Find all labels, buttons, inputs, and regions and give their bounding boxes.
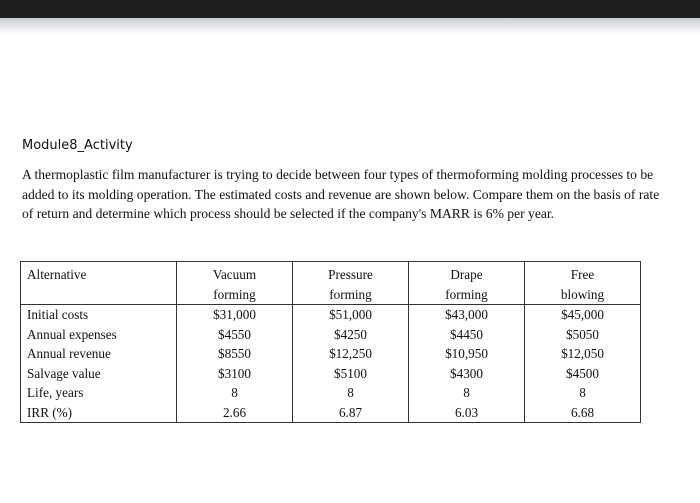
column-header-line: Vacuum xyxy=(212,267,257,282)
table-cell: $10,950 xyxy=(409,344,525,364)
table-cell: $4500 xyxy=(525,364,641,384)
alternative-header: Alternative xyxy=(21,262,177,305)
table-cell: $12,250 xyxy=(293,344,409,364)
table-cell: 2.66 xyxy=(177,403,293,423)
table-cell: $5100 xyxy=(293,364,409,384)
table-cell: 6.87 xyxy=(293,403,409,423)
table-cell: 8 xyxy=(177,383,293,403)
column-header-free-blowing xyxy=(525,262,641,305)
table-cell: 8 xyxy=(525,383,641,403)
table-row-initial-costs xyxy=(21,305,641,325)
alternatives-table xyxy=(20,261,641,423)
table-cell: 6.68 xyxy=(525,403,641,423)
table-cell: $43,000 xyxy=(409,305,525,325)
top-bar xyxy=(0,0,700,18)
column-header-line: forming xyxy=(445,286,488,302)
page-heading: Module8_Activity xyxy=(22,138,133,153)
row-label: Annual revenue xyxy=(21,344,177,364)
row-label: Salvage value xyxy=(21,364,177,384)
table-cell: $51,000 xyxy=(293,305,409,325)
column-header-pressure-forming xyxy=(293,262,409,305)
column-header-line: Drape xyxy=(450,267,483,282)
column-header-line: blowing xyxy=(560,286,605,302)
table-header-row xyxy=(21,262,641,305)
table-row-annual-expenses xyxy=(21,325,641,345)
row-label: Initial costs xyxy=(21,305,177,325)
column-header-drape-forming xyxy=(409,262,525,305)
column-header-line: forming xyxy=(213,286,256,302)
table-row-salvage-value xyxy=(21,364,641,384)
table-cell: 6.03 xyxy=(409,403,525,423)
table-cell: 8 xyxy=(409,383,525,403)
table-cell: $8550 xyxy=(177,344,293,364)
table-row-irr xyxy=(21,403,641,423)
table-cell: $4250 xyxy=(293,325,409,345)
column-header-line: forming xyxy=(329,286,372,302)
row-label: IRR (%) xyxy=(21,403,177,423)
table-cell: $45,000 xyxy=(525,305,641,325)
table-cell: $4550 xyxy=(177,325,293,345)
column-header-line: Pressure xyxy=(328,267,373,282)
problem-statement: A thermoplastic film manufacturer is trying to decide between four types of thermoforming molding processes to be added to its molding operation. The estimated costs and revenue are shown below. Compare them on the basis of rate of return and determine which process should be selected if the company's MARR is 6% per year. xyxy=(22,167,660,221)
table-cell: $31,000 xyxy=(177,305,293,325)
column-header-line: Free xyxy=(570,267,595,282)
table-cell: $12,050 xyxy=(525,344,641,364)
table-row-life-years xyxy=(21,383,641,403)
table-cell: $4300 xyxy=(409,364,525,384)
table-cell: $3100 xyxy=(177,364,293,384)
table-cell: 8 xyxy=(293,383,409,403)
row-label: Life, years xyxy=(21,383,177,403)
top-bar-shadow xyxy=(0,18,700,34)
table-cell: $5050 xyxy=(525,325,641,345)
column-header-vacuum-forming xyxy=(177,262,293,305)
row-label: Annual expenses xyxy=(21,325,177,345)
table-row-annual-revenue xyxy=(21,344,641,364)
table-cell: $4450 xyxy=(409,325,525,345)
